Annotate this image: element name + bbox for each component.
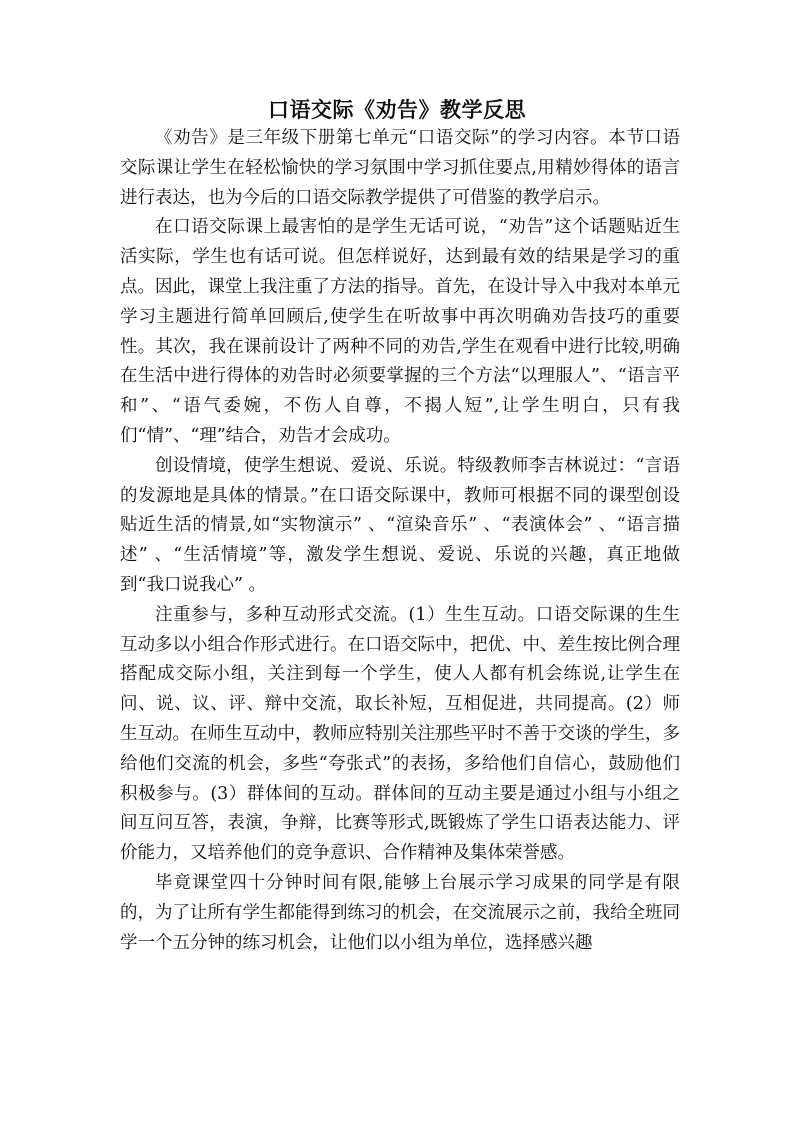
paragraph-interaction: 注重参与，多种互动形式交流。(1）生生互动。口语交际课的生生互动多以小组合作形式进行。在口语交际中，把优、中、差生按比例合理搭配成交际小组，关注到每一个学生，使人人都有机会练说,让学生在问、说、议、评、辩中交流，取长补短，互相促进，共同提高。(2）师生互动。在师生互动中，教师应特别关注那些平时不善于交谈的学生，多给他们交流的机会，多些“夸张式”的表扬，多给他们自信心，鼓励他们积极参与。(3）群体间的互动。群体间的互动主要是通过小组与小组之间互问互答，表演，争辩，比赛等形式,既锻炼了学生口语表达能力、评价能力，又培养他们的竞争意识、合作精神及集体荣誉感。 [120, 604, 680, 864]
document-body [120, 124, 680, 958]
paragraph-method-guidance: 在口语交际课上最害怕的是学生无话可说，“劝告”这个话题贴近生活实际，学生也有话可说。但怎样说好，达到最有效的结果是学习的重点。因此，课堂上我注重了方法的指导。首先，在设计导入中我对本单元学习主题进行简单回顾后,使学生在听故事中再次明确劝告技巧的重要性。其次，我在课前设计了两种不同的劝告,学生在观看中进行比较,明确在生活中进行得体的劝告时必须要掌握的三个方法“以理服人”、“语言平和”、“语气委婉，不伤人自尊，不揭人短”,让学生明白，只有我们“情”、“理”结合，劝告才会成功。 [120, 217, 680, 446]
document-title: 口语交际《劝告》教学反思 [268, 97, 526, 122]
paragraph-intro: 《劝告》是三年级下册第七单元“口语交际”的学习内容。本节口语交际课让学生在轻松愉快的学习氛围中学习抓住要点,用精妙得体的语言进行表达，也为今后的口语交际教学提供了可借鉴的教学启示。 [120, 128, 680, 208]
paragraph-practice-time: 毕竟课堂四十分钟时间有限,能够上台展示学习成果的同学是有限的，为了让所有学生都能得到练习的机会，在交流展示之前，我给全班同学一个五分钟的练习机会，让他们以小组为单位，选择感兴趣 [120, 872, 680, 953]
paragraph-create-situation: 创设情境，使学生想说、爱说、乐说。特级教师李吉林说过：“言语的发源地是具体的情景。”在口语交际课中，教师可根据不同的课型创设贴近生活的情景,如“实物演示” 、“渲染音乐” 、“表演体会” 、“语言描述” 、“生活情境”等，激发学生想说、爱说、乐说的兴趣，真正地做到“我口说我心” 。 [120, 455, 680, 595]
